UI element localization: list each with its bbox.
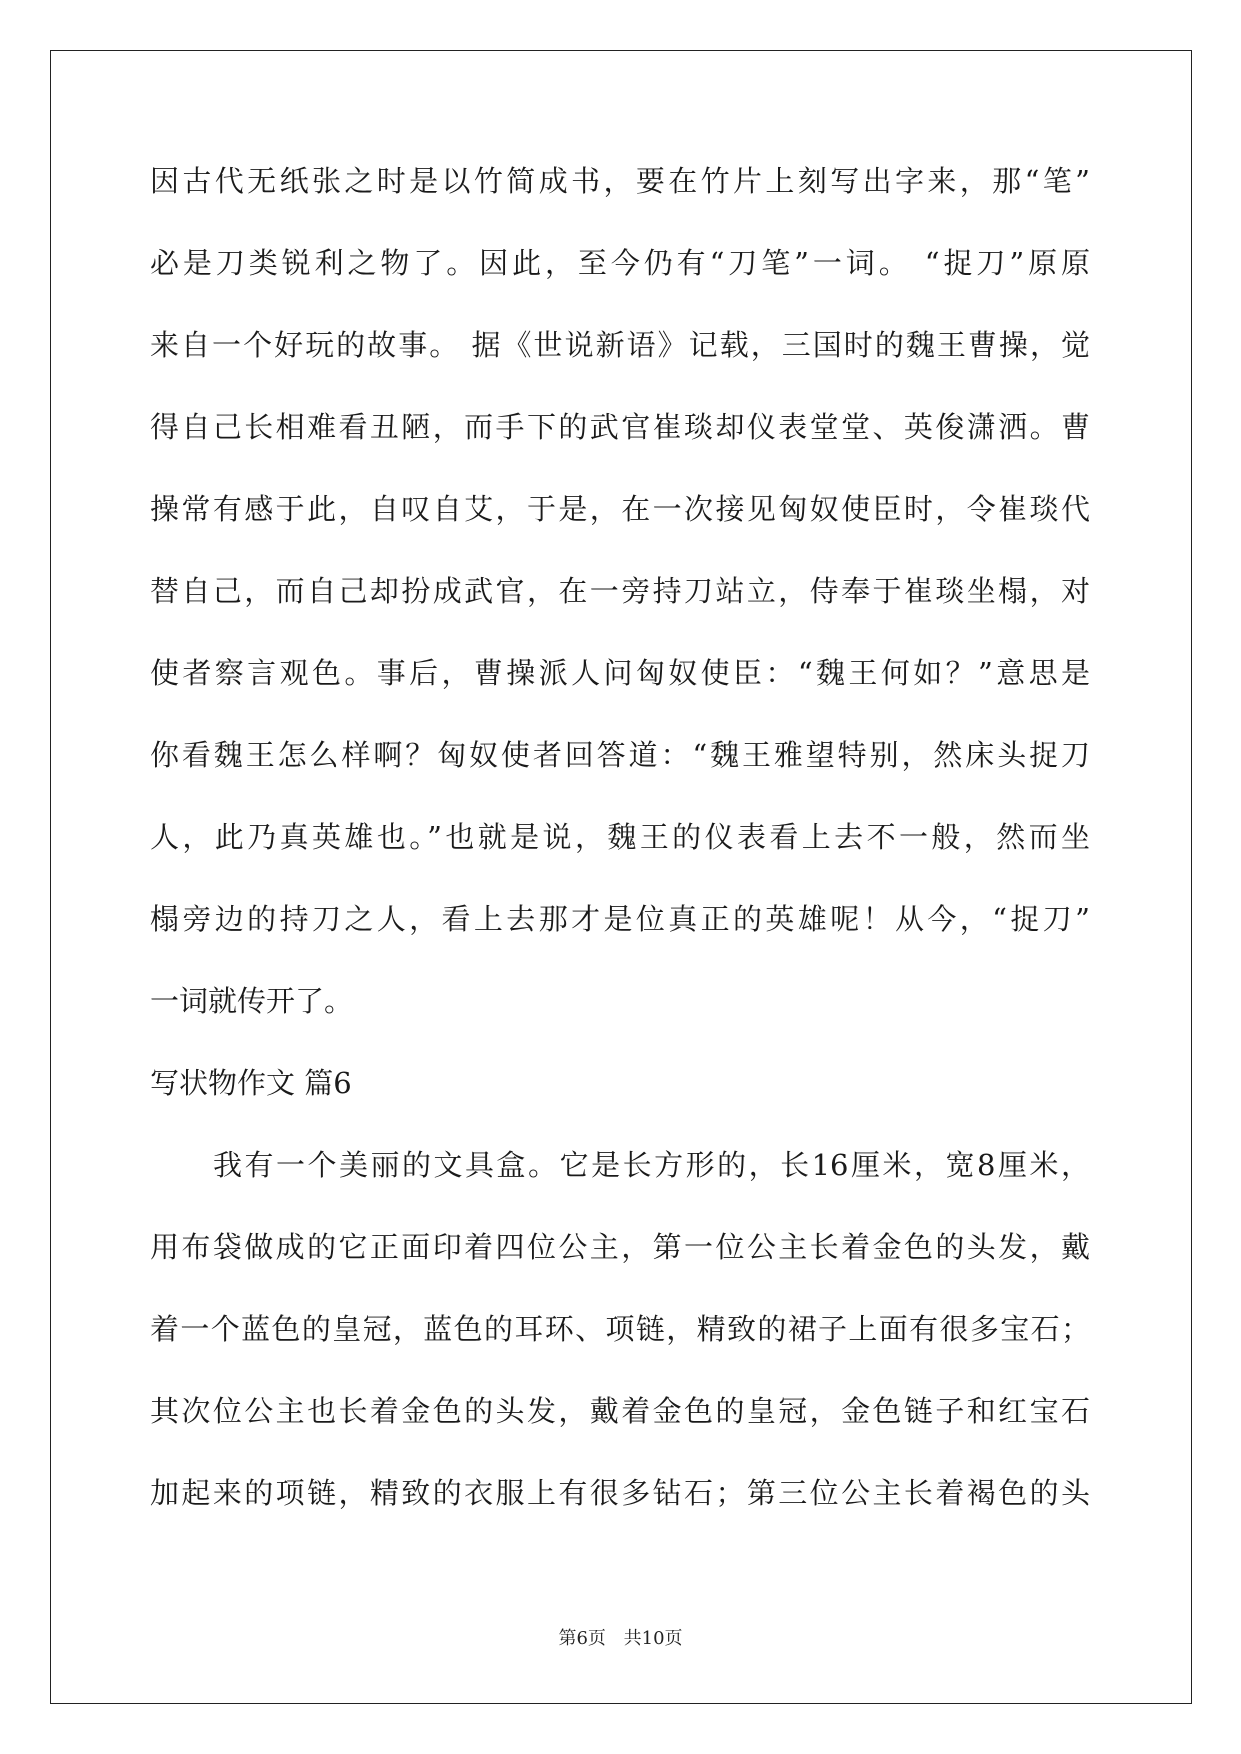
text-line: 人，此乃真英雄也。”也就是说，魏王的仪表看上去不一般，然而坐 — [150, 820, 1090, 854]
text-line: 使者察言观色。事后，曹操派人问匈奴使臣：“魏王何如？”意思是 — [150, 656, 1090, 690]
text-line: 来自一个好玩的故事。 据《世说新语》记载，三国时的魏王曹操，觉 — [150, 328, 1090, 362]
text-line: 操常有感于此，自叹自艾，于是，在一次接见匈奴使臣时，令崔琰代 — [150, 492, 1090, 526]
text-line: 得自己长相难看丑陋，而手下的武官崔琰却仪表堂堂、英俊潇洒。曹 — [150, 410, 1090, 444]
page-total: 共10页 — [623, 1628, 683, 1649]
text-line: 因古代无纸张之时是以竹简成书，要在竹片上刻写出字来，那“笔” — [150, 164, 1090, 198]
text-line: 着一个蓝色的皇冠，蓝色的耳环、项链，精致的裙子上面有很多宝石； — [150, 1312, 1090, 1346]
page-footer — [0, 1624, 1241, 1650]
text-line: 用布袋做成的它正面印着四位公主，第一位公主长着金色的头发，戴 — [150, 1230, 1090, 1264]
section-heading: 写状物作文 篇6 — [150, 1066, 352, 1100]
text-line: 其次位公主也长着金色的头发，戴着金色的皇冠，金色链子和红宝石 — [150, 1394, 1090, 1428]
document-body — [150, 163, 1090, 1557]
text-line: 替自己，而自己却扮成武官，在一旁持刀站立，侍奉于崔琰坐榻，对 — [150, 574, 1090, 608]
page-number: 第6页 — [558, 1628, 606, 1649]
text-line: 必是刀类锐利之物了。因此，至今仍有“刀笔”一词。 “捉刀”原原 — [150, 246, 1090, 280]
text-line: 榻旁边的持刀之人，看上去那才是位真正的英雄呢！从今，“捉刀” — [150, 902, 1090, 936]
text-line: 我有一个美丽的文具盒。它是长方形的，长16厘米，宽8厘米， — [150, 1148, 1090, 1182]
text-line: 你看魏王怎么样啊？匈奴使者回答道：“魏王雅望特别，然床头捉刀 — [150, 738, 1090, 772]
text-line: 一词就传开了。 — [150, 984, 354, 1018]
text-line: 加起来的项链，精致的衣服上有很多钻石；第三位公主长着褐色的头 — [150, 1476, 1090, 1510]
